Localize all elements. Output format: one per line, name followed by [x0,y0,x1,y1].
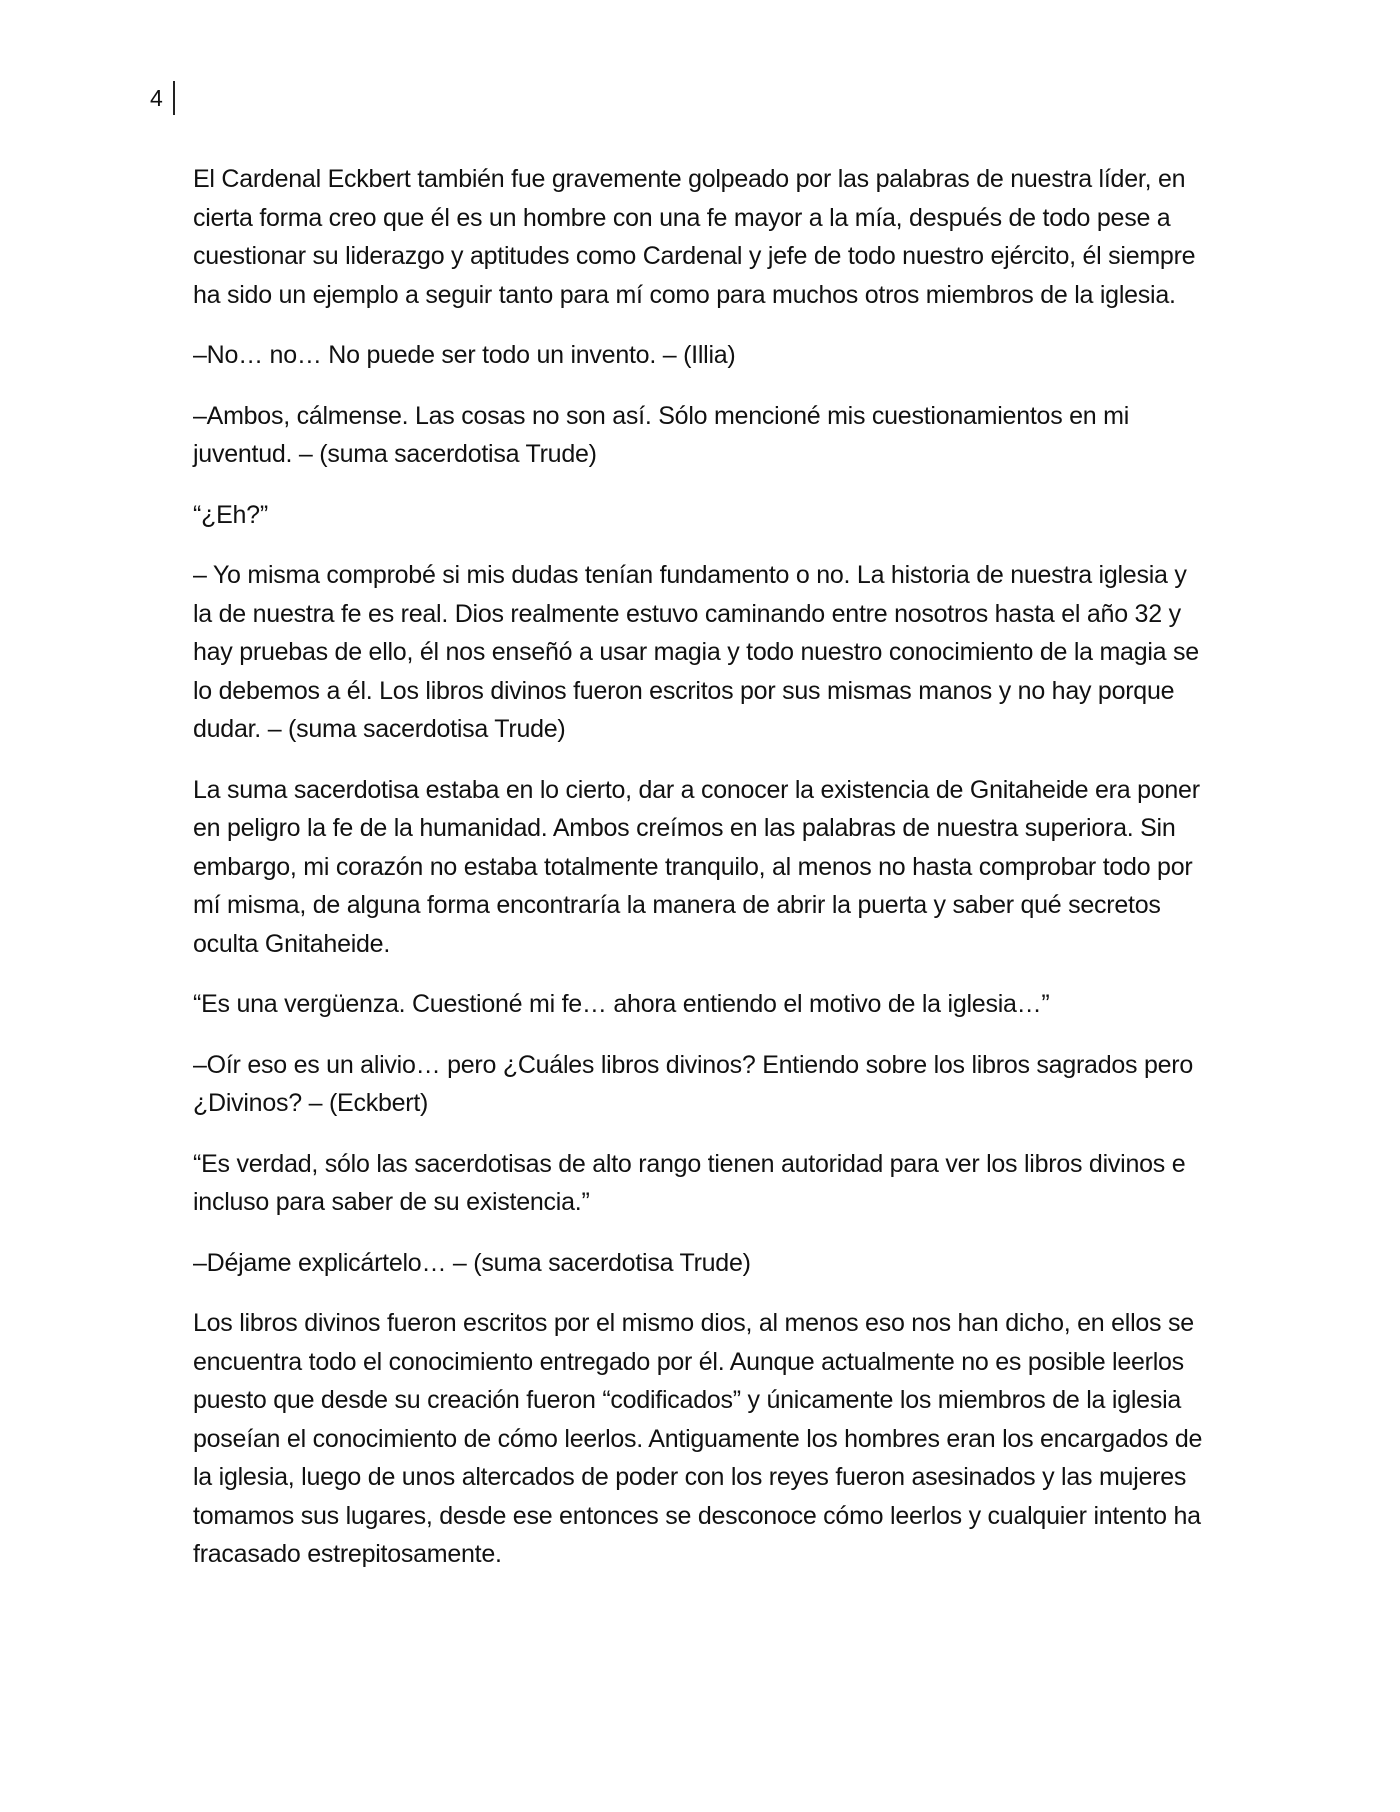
paragraph-5: – Yo misma comprobé si mis dudas tenían fundamento o no. La historia de nuestra iglesia y la de nuestra fe es real. Dios realmente estuvo caminando entre nosotros hasta el año 32 y hay pruebas de ello, él nos enseñó a usar magia y todo nuestro conocimiento de la magia se lo debemos a él. Los libros divinos fueron escritos por sus mismas manos y no hay porque dudar. – (suma sacerdotisa Trude) [193,561,1199,743]
page-number: 4 [150,84,163,111]
paragraph-11: Los libros divinos fueron escritos por el mismo dios, al menos eso nos han dicho, en ellos se encuentra todo el conocimiento entregado por él. Aunque actualmente no es posible leerlos puesto que desde su creación fueron “codificados” y únicamente los miembros de la iglesia poseían el conocimiento de cómo leerlos. Antiguamente los hombres eran los encargados de la iglesia, luego de unos altercados de poder con los reyes fueron asesinados y las mujeres tomamos sus lugares, desde ese entonces se desconoce cómo leerlos y cualquier intento ha fracasado estrepitosamente. [193,1309,1203,1568]
paragraph-1: El Cardenal Eckbert también fue gravemente golpeado por las palabras de nuestra líder, en cierta forma creo que él es un hombre con una fe mayor a la mía, después de todo pese a cuestionar su liderazgo y aptitudes como Cardenal y jefe de todo nuestro ejército, él siempre ha sido un ejemplo a seguir tanto para mí como para muchos otros miembros de la iglesia. [193,165,1196,309]
paragraph-8: –Oír eso es un alivio… pero ¿Cuáles libros divinos? Entiendo sobre los libros sagrados pero ¿Divinos? – (Eckbert) [193,1050,1194,1117]
paragraph-6: La suma sacerdotisa estaba en lo cierto, dar a conocer la existencia de Gnitaheide era poner en peligro la fe de la humanidad. Ambos creímos en las palabras de nuestra superiora. Sin embargo, mi corazón no estaba totalmente tranquilo, al menos no hasta comprobar todo por mí misma, de alguna forma encontraría la manera de abrir la puerta y saber qué secretos oculta Gnitaheide. [193,775,1200,958]
paragraph-3: –Ambos, cálmense. Las cosas no son así. Sólo mencioné mis cuestionamientos en mi juventud. – (suma sacerdotisa Trude) [193,401,1130,468]
page-header [150,80,175,116]
header-divider [173,81,175,115]
paragraph-9: “Es verdad, sólo las sacerdotisas de alto rango tienen autoridad para ver los libros divinos e incluso para saber de su existencia.” [193,1149,1186,1216]
paragraph-2: –No… no… No puede ser todo un invento. – (Illia) [193,341,736,369]
paragraph-4: “¿Eh?” [193,500,268,529]
body-text [193,160,1203,1596]
paragraph-7: “Es una vergüenza. Cuestioné mi fe… ahora entiendo el motivo de la iglesia…” [193,990,1050,1018]
paragraph-10: –Déjame explicártelo… – (suma sacerdotisa Trude) [193,1248,751,1277]
